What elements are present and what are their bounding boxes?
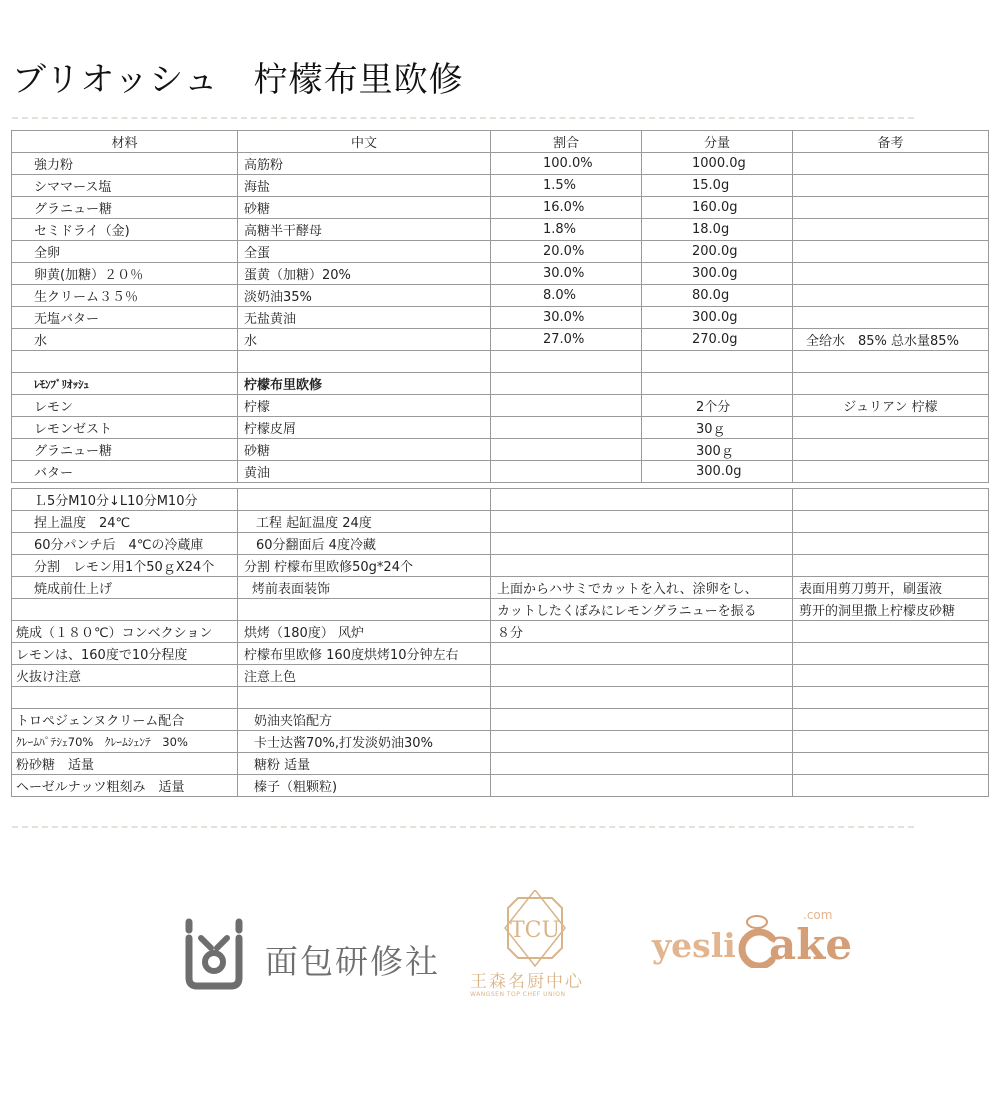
material-cell: シママース塩 xyxy=(12,175,238,197)
tcu-logo xyxy=(470,890,600,1010)
process-cell-cn xyxy=(238,687,491,709)
yeslicake-com: .com xyxy=(803,908,833,922)
note-cell: ジュリアン 柠檬 xyxy=(793,395,989,417)
table-row xyxy=(12,395,989,417)
table-row xyxy=(12,307,989,329)
process-cell-detail-cn xyxy=(793,489,989,511)
note-cell xyxy=(793,285,989,307)
table-row xyxy=(12,219,989,241)
amount-cell: 300.0g xyxy=(642,263,793,285)
process-cell-ja: 火抜け注意 xyxy=(12,665,238,687)
ratio-cell: 1.5% xyxy=(491,175,642,197)
chinese-cell: 柠檬 xyxy=(238,395,491,417)
ratio-cell: 27.0% xyxy=(491,329,642,351)
material-cell: バター xyxy=(12,461,238,483)
process-cell-detail-ja xyxy=(491,709,793,731)
table-row xyxy=(12,731,989,753)
table-row-empty xyxy=(12,351,989,373)
process-cell-detail-cn: 剪开的洞里撒上柠檬皮砂糖 xyxy=(793,599,989,621)
table-row xyxy=(12,753,989,775)
process-cell-ja: レモンは、160度で10分程度 xyxy=(12,643,238,665)
process-cell-detail-ja xyxy=(491,643,793,665)
process-cell-detail-cn xyxy=(793,709,989,731)
process-cell-cn: 柠檬布里欧修 160度烘烤10分钟左右 xyxy=(238,643,491,665)
top-dashed-divider xyxy=(12,117,914,119)
ratio-cell: 30.0% xyxy=(491,263,642,285)
header-note: 备考 xyxy=(793,131,989,153)
material-cell: 无塩バター xyxy=(12,307,238,329)
amount-cell: 300.0g xyxy=(642,461,793,483)
amount-cell: 15.0g xyxy=(642,175,793,197)
ingredient-table xyxy=(11,130,989,483)
process-cell-detail-ja: 上面からハサミでカットを入れ、涂卵をし、 xyxy=(491,577,793,599)
note-cell xyxy=(793,197,989,219)
material-cell: 水 xyxy=(12,329,238,351)
table-row xyxy=(12,241,989,263)
ratio-cell: 16.0% xyxy=(491,197,642,219)
table-row xyxy=(12,461,989,483)
material-cell: グラニュー糖 xyxy=(12,439,238,461)
process-cell-cn: 工程 起缸温度 24度 xyxy=(238,511,491,533)
process-cell-ja: 焼成（１８０℃）コンベクション xyxy=(12,621,238,643)
process-cell-ja: 捏上温度 24℃ xyxy=(12,511,238,533)
amount-cell: 160.0g xyxy=(642,197,793,219)
process-cell-detail-ja xyxy=(491,731,793,753)
tcu-monogram: TCU xyxy=(509,918,561,943)
note-cell xyxy=(793,263,989,285)
section-title-right: 柠檬布里欧修 xyxy=(238,373,491,395)
process-cell-ja xyxy=(12,687,238,709)
chinese-cell: 水 xyxy=(238,329,491,351)
process-cell-cn: 卡士达酱70%,打发淡奶油30% xyxy=(238,731,491,753)
chinese-cell: 砂糖 xyxy=(238,197,491,219)
process-cell-cn: 分割 柠檬布里欧修50g*24个 xyxy=(238,555,491,577)
process-cell-ja: 60分パンチ后 4℃の冷蔵庫 xyxy=(12,533,238,555)
process-cell-detail-ja xyxy=(491,753,793,775)
process-cell-cn: 榛子（粗颗粒) xyxy=(238,775,491,797)
amount-cell: 270.0g xyxy=(642,329,793,351)
header-amount: 分量 xyxy=(642,131,793,153)
process-cell-cn xyxy=(238,489,491,511)
amount-cell: 2个分 xyxy=(642,395,793,417)
material-cell: 生クリーム３５％ xyxy=(12,285,238,307)
amount-cell: 1000.0g xyxy=(642,153,793,175)
process-cell-detail-ja xyxy=(491,533,793,555)
process-cell-detail-cn xyxy=(793,775,989,797)
amount-cell: 300.0g xyxy=(642,307,793,329)
table-row xyxy=(12,329,989,351)
table-row xyxy=(12,599,989,621)
process-cell-cn: 60分翻面后 4度冷藏 xyxy=(238,533,491,555)
process-cell-cn: 烘烤（180度） 风炉 xyxy=(238,621,491,643)
ratio-cell: 30.0% xyxy=(491,307,642,329)
process-cell-ja xyxy=(12,599,238,621)
ratio-cell: 100.0% xyxy=(491,153,642,175)
chinese-cell: 淡奶油35% xyxy=(238,285,491,307)
chinese-cell: 全蛋 xyxy=(238,241,491,263)
chinese-cell: 蛋黄（加糖）20% xyxy=(238,263,491,285)
table-row xyxy=(12,417,989,439)
chinese-cell: 高筋粉 xyxy=(238,153,491,175)
process-cell-detail-cn xyxy=(793,687,989,709)
material-cell: 卵黄(加糖）２０％ xyxy=(12,263,238,285)
ratio-cell: 20.0% xyxy=(491,241,642,263)
process-cell-detail-ja xyxy=(491,687,793,709)
process-cell-cn: 糖粉 适量 xyxy=(238,753,491,775)
note-cell xyxy=(793,241,989,263)
amount-cell: 80.0g xyxy=(642,285,793,307)
table-row xyxy=(12,775,989,797)
table-row xyxy=(12,555,989,577)
process-cell-detail-cn xyxy=(793,511,989,533)
material-cell: レモン xyxy=(12,395,238,417)
bottom-dashed-divider xyxy=(12,826,914,828)
amount-cell: 200.0g xyxy=(642,241,793,263)
process-cell-ja: Ｌ5分M10分↓L10分M10分 xyxy=(12,489,238,511)
material-cell: 全卵 xyxy=(12,241,238,263)
table-header-row xyxy=(12,131,989,153)
table-row xyxy=(12,577,989,599)
process-cell-cn: 奶油夹馅配方 xyxy=(238,709,491,731)
header-material: 材料 xyxy=(12,131,238,153)
process-cell-detail-cn xyxy=(793,753,989,775)
note-cell xyxy=(793,175,989,197)
note-cell xyxy=(793,417,989,439)
process-cell-detail-cn: 表面用剪刀剪开，刷蛋液 xyxy=(793,577,989,599)
process-table xyxy=(11,488,989,797)
material-cell: セミドライ（金) xyxy=(12,219,238,241)
note-cell xyxy=(793,439,989,461)
note-cell: 全给水 85% 总水量85% xyxy=(793,329,989,351)
process-cell-detail-cn xyxy=(793,643,989,665)
sponsor-logos xyxy=(0,880,1000,1020)
chinese-cell: 无盐黄油 xyxy=(238,307,491,329)
table-row xyxy=(12,709,989,731)
process-cell-cn xyxy=(238,599,491,621)
process-cell-detail-cn xyxy=(793,533,989,555)
table-row xyxy=(12,621,989,643)
tcu-emblem-icon xyxy=(470,890,600,968)
table-row xyxy=(12,665,989,687)
table-row xyxy=(12,533,989,555)
process-cell-cn: 烤前表面装饰 xyxy=(238,577,491,599)
process-cell-detail-ja xyxy=(491,665,793,687)
process-cell-ja: トロペジェンヌクリーム配合 xyxy=(12,709,238,731)
table-row xyxy=(12,489,989,511)
amount-cell: 300ｇ xyxy=(642,439,793,461)
process-cell-detail-cn xyxy=(793,731,989,753)
chinese-cell: 柠檬皮屑 xyxy=(238,417,491,439)
chinese-cell: 砂糖 xyxy=(238,439,491,461)
bread-lab-logo xyxy=(183,916,440,996)
table-row xyxy=(12,197,989,219)
tcu-chinese-name: 王森名厨中心 xyxy=(470,972,584,992)
process-cell-ja: ヘーゼルナッツ粗刻み 适量 xyxy=(12,775,238,797)
amount-cell: 18.0g xyxy=(642,219,793,241)
note-cell xyxy=(793,307,989,329)
process-cell-detail-ja xyxy=(491,511,793,533)
process-cell-detail-cn xyxy=(793,665,989,687)
note-cell xyxy=(793,153,989,175)
process-cell-detail-ja: ８分 xyxy=(491,621,793,643)
ratio-cell: 1.8% xyxy=(491,219,642,241)
process-cell-cn: 注意上色 xyxy=(238,665,491,687)
table-row xyxy=(12,263,989,285)
section-title-row xyxy=(12,373,989,395)
process-cell-ja: 焼成前仕上げ xyxy=(12,577,238,599)
yeslicake-part2: ake xyxy=(769,920,853,969)
amount-cell: 30ｇ xyxy=(642,417,793,439)
process-cell-ja: 粉砂糖 适量 xyxy=(12,753,238,775)
page-title: ブリオッシュ 柠檬布里欧修 xyxy=(12,60,464,100)
table-row xyxy=(12,643,989,665)
ratio-cell: 8.0% xyxy=(491,285,642,307)
material-cell: 強力粉 xyxy=(12,153,238,175)
chinese-cell: 海盐 xyxy=(238,175,491,197)
chinese-cell: 黄油 xyxy=(238,461,491,483)
material-cell: グラニュー糖 xyxy=(12,197,238,219)
process-cell-detail-cn xyxy=(793,555,989,577)
bread-lab-icon xyxy=(183,916,245,992)
table-row xyxy=(12,439,989,461)
process-cell-ja: ｸﾚｰﾑﾊﾟﾃｼｪ70% ｸﾚｰﾑｼｪﾝﾃ 30% xyxy=(12,731,238,753)
table-row xyxy=(12,511,989,533)
note-cell xyxy=(793,219,989,241)
process-cell-detail-ja xyxy=(491,555,793,577)
material-cell: レモンゼスト xyxy=(12,417,238,439)
note-cell xyxy=(793,461,989,483)
table-row xyxy=(12,153,989,175)
table-row xyxy=(12,175,989,197)
tcu-english-name: WANGSEN TOP CHEF UNION xyxy=(470,991,566,998)
chinese-cell: 高糖半干酵母 xyxy=(238,219,491,241)
process-cell-detail-ja: カットしたくぼみにレモングラニューを振る xyxy=(491,599,793,621)
yeslicake-part1: yesli xyxy=(652,926,736,965)
header-ratio: 割合 xyxy=(491,131,642,153)
table-row xyxy=(12,285,989,307)
process-cell-detail-ja xyxy=(491,489,793,511)
process-cell-detail-ja xyxy=(491,775,793,797)
table-row xyxy=(12,687,989,709)
process-cell-ja: 分割 レモン用1个50ｇX24个 xyxy=(12,555,238,577)
bread-lab-name: 面包研修社 xyxy=(265,942,440,981)
header-chinese: 中文 xyxy=(238,131,491,153)
section-title-left: ﾚﾓﾝﾌﾞﾘｵｯｼｭ xyxy=(12,373,238,395)
process-cell-detail-cn xyxy=(793,621,989,643)
